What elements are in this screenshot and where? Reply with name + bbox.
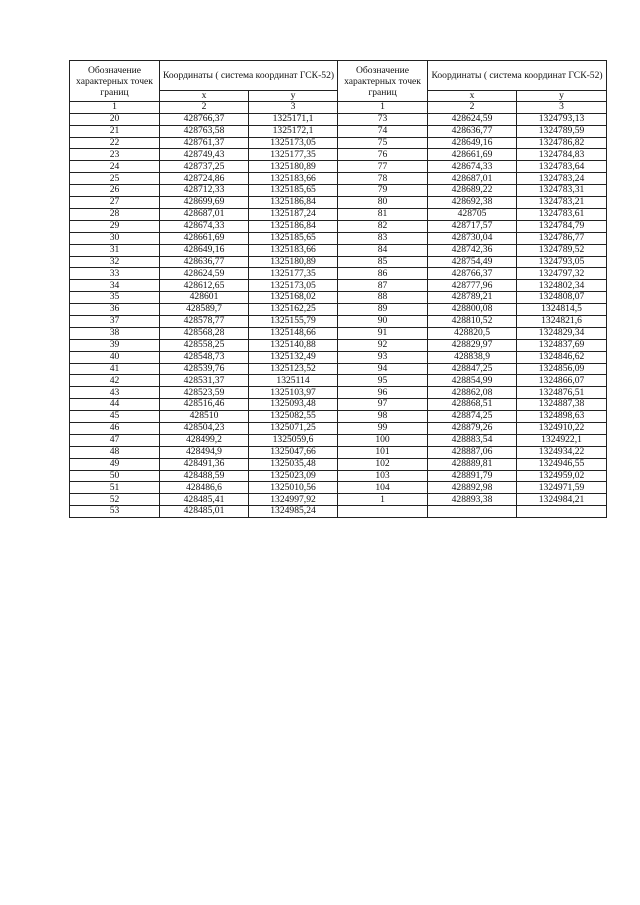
left-point-id: 39 bbox=[70, 339, 160, 351]
right-point-id: 88 bbox=[338, 292, 428, 304]
left-point-id: 30 bbox=[70, 232, 160, 244]
left-y-coordinate: 1325103,97 bbox=[249, 387, 338, 399]
left-x-coordinate: 428661,69 bbox=[160, 232, 249, 244]
right-point-id: 73 bbox=[338, 113, 428, 125]
left-point-id: 45 bbox=[70, 411, 160, 423]
right-y-coordinate: 1324784,83 bbox=[517, 149, 607, 161]
right-y-coordinate: 1324793,13 bbox=[517, 113, 607, 125]
right-x-coordinate: 428692,38 bbox=[428, 197, 517, 209]
column-number-3-right: 3 bbox=[517, 102, 607, 113]
right-y-coordinate: 1324934,22 bbox=[517, 446, 607, 458]
column-number-2-right: 2 bbox=[428, 102, 517, 113]
left-x-coordinate: 428761,37 bbox=[160, 137, 249, 149]
right-point-id: 1 bbox=[338, 494, 428, 506]
left-x-coordinate: 428674,33 bbox=[160, 220, 249, 232]
left-point-id: 34 bbox=[70, 280, 160, 292]
left-point-id: 22 bbox=[70, 137, 160, 149]
left-y-coordinate: 1325177,35 bbox=[249, 149, 338, 161]
right-y-coordinate: 1324971,59 bbox=[517, 482, 607, 494]
table-row bbox=[70, 292, 607, 304]
right-y-coordinate: 1324786,77 bbox=[517, 232, 607, 244]
right-x-coordinate: 428879,26 bbox=[428, 422, 517, 434]
right-point-id: 101 bbox=[338, 446, 428, 458]
left-point-id: 20 bbox=[70, 113, 160, 125]
right-x-coordinate: 428777,96 bbox=[428, 280, 517, 292]
right-x-coordinate: 428674,33 bbox=[428, 161, 517, 173]
left-y-coordinate: 1325140,88 bbox=[249, 339, 338, 351]
table-row bbox=[70, 244, 607, 256]
table-row bbox=[70, 482, 607, 494]
right-point-id: 97 bbox=[338, 399, 428, 411]
left-y-coordinate: 1325023,09 bbox=[249, 470, 338, 482]
right-point-id: 77 bbox=[338, 161, 428, 173]
left-point-id: 52 bbox=[70, 494, 160, 506]
right-x-coordinate: 428889,81 bbox=[428, 458, 517, 470]
table-row bbox=[70, 220, 607, 232]
right-y-coordinate: 1324898,63 bbox=[517, 411, 607, 423]
left-y-coordinate: 1325010,56 bbox=[249, 482, 338, 494]
left-x-coordinate: 428485,01 bbox=[160, 506, 249, 518]
left-x-coordinate: 428699,69 bbox=[160, 197, 249, 209]
left-x-coordinate: 428499,2 bbox=[160, 434, 249, 446]
table-row bbox=[70, 256, 607, 268]
left-y-coordinate: 1324997,92 bbox=[249, 494, 338, 506]
table-row bbox=[70, 161, 607, 173]
right-point-id: 99 bbox=[338, 422, 428, 434]
right-y-coordinate: 1324814,5 bbox=[517, 304, 607, 316]
table-row bbox=[70, 304, 607, 316]
left-y-coordinate: 1325059,6 bbox=[249, 434, 338, 446]
left-x-coordinate: 428531,37 bbox=[160, 375, 249, 387]
right-point-id: 80 bbox=[338, 197, 428, 209]
left-x-coordinate: 428601 bbox=[160, 292, 249, 304]
right-x-coordinate: 428868,51 bbox=[428, 399, 517, 411]
table-row bbox=[70, 387, 607, 399]
right-y-coordinate: 1324910,22 bbox=[517, 422, 607, 434]
table-row bbox=[70, 422, 607, 434]
right-y-coordinate: 1324802,34 bbox=[517, 280, 607, 292]
right-x-coordinate: 428838,9 bbox=[428, 351, 517, 363]
right-point-id: 81 bbox=[338, 208, 428, 220]
right-x-coordinate: 428624,59 bbox=[428, 113, 517, 125]
right-x-coordinate: 428766,37 bbox=[428, 268, 517, 280]
right-y-coordinate: 1324793,05 bbox=[517, 256, 607, 268]
right-y-coordinate: 1324784,79 bbox=[517, 220, 607, 232]
right-x-coordinate: 428874,25 bbox=[428, 411, 517, 423]
left-point-id: 23 bbox=[70, 149, 160, 161]
left-y-coordinate: 1325155,79 bbox=[249, 315, 338, 327]
right-x-coordinate: 428887,06 bbox=[428, 446, 517, 458]
header-y-left: y bbox=[249, 91, 338, 102]
left-x-coordinate: 428568,28 bbox=[160, 327, 249, 339]
left-point-id: 41 bbox=[70, 363, 160, 375]
left-x-coordinate: 428488,59 bbox=[160, 470, 249, 482]
left-y-coordinate: 1325123,52 bbox=[249, 363, 338, 375]
right-point-id: 85 bbox=[338, 256, 428, 268]
table-row bbox=[70, 506, 607, 518]
left-x-coordinate: 428578,77 bbox=[160, 315, 249, 327]
right-x-coordinate: 428893,38 bbox=[428, 494, 517, 506]
left-point-id: 40 bbox=[70, 351, 160, 363]
left-y-coordinate: 1325180,89 bbox=[249, 256, 338, 268]
left-x-coordinate: 428516,46 bbox=[160, 399, 249, 411]
left-x-coordinate: 428612,65 bbox=[160, 280, 249, 292]
left-x-coordinate: 428712,33 bbox=[160, 185, 249, 197]
header-coordinates-left: Координаты ( система координат ГСК-52) bbox=[160, 61, 338, 91]
left-x-coordinate: 428589,7 bbox=[160, 304, 249, 316]
right-y-coordinate: 1324808,07 bbox=[517, 292, 607, 304]
right-x-coordinate: 428810,52 bbox=[428, 315, 517, 327]
right-x-coordinate: 428800,08 bbox=[428, 304, 517, 316]
right-y-coordinate: 1324837,69 bbox=[517, 339, 607, 351]
right-y-coordinate: 1324789,52 bbox=[517, 244, 607, 256]
left-y-coordinate: 1324985,24 bbox=[249, 506, 338, 518]
right-y-coordinate: 1324783,61 bbox=[517, 208, 607, 220]
right-point-id: 76 bbox=[338, 149, 428, 161]
right-point-id: 74 bbox=[338, 125, 428, 137]
left-point-id: 37 bbox=[70, 315, 160, 327]
left-y-coordinate: 1325093,48 bbox=[249, 399, 338, 411]
left-y-coordinate: 1325187,24 bbox=[249, 208, 338, 220]
table-row bbox=[70, 351, 607, 363]
left-y-coordinate: 1325173,05 bbox=[249, 137, 338, 149]
left-y-coordinate: 1325171,1 bbox=[249, 113, 338, 125]
right-y-coordinate bbox=[517, 506, 607, 518]
table-row bbox=[70, 375, 607, 387]
column-number-1-left: 1 bbox=[70, 102, 160, 113]
table-row bbox=[70, 470, 607, 482]
right-point-id: 104 bbox=[338, 482, 428, 494]
left-y-coordinate: 1325148,66 bbox=[249, 327, 338, 339]
right-x-coordinate: 428789,21 bbox=[428, 292, 517, 304]
right-y-coordinate: 1324984,21 bbox=[517, 494, 607, 506]
right-point-id: 102 bbox=[338, 458, 428, 470]
left-point-id: 25 bbox=[70, 173, 160, 185]
right-x-coordinate: 428636,77 bbox=[428, 125, 517, 137]
table-row bbox=[70, 232, 607, 244]
right-x-coordinate: 428649,16 bbox=[428, 137, 517, 149]
header-designation-left: Обозначение характерных точек границ bbox=[70, 61, 160, 102]
table-row bbox=[70, 113, 607, 125]
right-point-id: 75 bbox=[338, 137, 428, 149]
right-y-coordinate: 1324783,31 bbox=[517, 185, 607, 197]
right-y-coordinate: 1324876,51 bbox=[517, 387, 607, 399]
table-row bbox=[70, 446, 607, 458]
left-point-id: 31 bbox=[70, 244, 160, 256]
left-y-coordinate: 1325186,84 bbox=[249, 220, 338, 232]
left-x-coordinate: 428749,43 bbox=[160, 149, 249, 161]
left-x-coordinate: 428486,6 bbox=[160, 482, 249, 494]
left-point-id: 24 bbox=[70, 161, 160, 173]
header-designation-right: Обозначение характерных точек границ bbox=[338, 61, 428, 102]
right-y-coordinate: 1324829,34 bbox=[517, 327, 607, 339]
header-x-right: x bbox=[428, 91, 517, 102]
left-point-id: 32 bbox=[70, 256, 160, 268]
left-point-id: 49 bbox=[70, 458, 160, 470]
left-y-coordinate: 1325162,25 bbox=[249, 304, 338, 316]
left-y-coordinate: 1325173,05 bbox=[249, 280, 338, 292]
right-x-coordinate: 428820,5 bbox=[428, 327, 517, 339]
left-x-coordinate: 428523,59 bbox=[160, 387, 249, 399]
right-point-id: 84 bbox=[338, 244, 428, 256]
left-x-coordinate: 428558,25 bbox=[160, 339, 249, 351]
left-point-id: 35 bbox=[70, 292, 160, 304]
left-point-id: 51 bbox=[70, 482, 160, 494]
left-point-id: 46 bbox=[70, 422, 160, 434]
right-y-coordinate: 1324783,64 bbox=[517, 161, 607, 173]
right-point-id: 91 bbox=[338, 327, 428, 339]
right-y-coordinate: 1324783,24 bbox=[517, 173, 607, 185]
left-point-id: 28 bbox=[70, 208, 160, 220]
right-point-id: 82 bbox=[338, 220, 428, 232]
right-y-coordinate: 1324797,32 bbox=[517, 268, 607, 280]
right-y-coordinate: 1324959,02 bbox=[517, 470, 607, 482]
left-y-coordinate: 1325180,89 bbox=[249, 161, 338, 173]
right-x-coordinate: 428705 bbox=[428, 208, 517, 220]
left-x-coordinate: 428539,76 bbox=[160, 363, 249, 375]
left-x-coordinate: 428548,73 bbox=[160, 351, 249, 363]
left-x-coordinate: 428766,37 bbox=[160, 113, 249, 125]
left-x-coordinate: 428624,59 bbox=[160, 268, 249, 280]
right-y-coordinate: 1324887,38 bbox=[517, 399, 607, 411]
left-point-id: 44 bbox=[70, 399, 160, 411]
right-x-coordinate: 428883,54 bbox=[428, 434, 517, 446]
right-y-coordinate: 1324946,55 bbox=[517, 458, 607, 470]
left-y-coordinate: 1325082,55 bbox=[249, 411, 338, 423]
right-point-id: 103 bbox=[338, 470, 428, 482]
left-y-coordinate: 1325132,49 bbox=[249, 351, 338, 363]
right-x-coordinate: 428854,99 bbox=[428, 375, 517, 387]
right-point-id: 96 bbox=[338, 387, 428, 399]
right-x-coordinate: 428730,04 bbox=[428, 232, 517, 244]
right-x-coordinate: 428687,01 bbox=[428, 173, 517, 185]
right-y-coordinate: 1324866,07 bbox=[517, 375, 607, 387]
table-row bbox=[70, 458, 607, 470]
right-point-id: 93 bbox=[338, 351, 428, 363]
right-point-id: 78 bbox=[338, 173, 428, 185]
left-point-id: 21 bbox=[70, 125, 160, 137]
table-row bbox=[70, 434, 607, 446]
right-y-coordinate: 1324789,59 bbox=[517, 125, 607, 137]
right-point-id: 100 bbox=[338, 434, 428, 446]
right-x-coordinate: 428829,97 bbox=[428, 339, 517, 351]
table-row bbox=[70, 363, 607, 375]
right-x-coordinate: 428891,79 bbox=[428, 470, 517, 482]
left-y-coordinate: 1325047,66 bbox=[249, 446, 338, 458]
table-row bbox=[70, 411, 607, 423]
right-y-coordinate: 1324821,6 bbox=[517, 315, 607, 327]
header-y-right: y bbox=[517, 91, 607, 102]
left-x-coordinate: 428724,86 bbox=[160, 173, 249, 185]
table-row bbox=[70, 268, 607, 280]
left-x-coordinate: 428494,9 bbox=[160, 446, 249, 458]
table-row bbox=[70, 399, 607, 411]
left-y-coordinate: 1325035,48 bbox=[249, 458, 338, 470]
right-point-id: 92 bbox=[338, 339, 428, 351]
right-y-coordinate: 1324846,62 bbox=[517, 351, 607, 363]
right-x-coordinate: 428717,57 bbox=[428, 220, 517, 232]
table-row bbox=[70, 173, 607, 185]
left-x-coordinate: 428687,01 bbox=[160, 208, 249, 220]
left-point-id: 38 bbox=[70, 327, 160, 339]
table-row bbox=[70, 137, 607, 149]
left-x-coordinate: 428491,36 bbox=[160, 458, 249, 470]
table-row bbox=[70, 280, 607, 292]
right-point-id: 90 bbox=[338, 315, 428, 327]
left-y-coordinate: 1325168,02 bbox=[249, 292, 338, 304]
left-point-id: 48 bbox=[70, 446, 160, 458]
left-y-coordinate: 1325183,66 bbox=[249, 244, 338, 256]
left-point-id: 42 bbox=[70, 375, 160, 387]
right-point-id: 79 bbox=[338, 185, 428, 197]
header-coordinates-right: Координаты ( система координат ГСК-52) bbox=[428, 61, 607, 91]
table-row bbox=[70, 327, 607, 339]
left-point-id: 27 bbox=[70, 197, 160, 209]
right-y-coordinate: 1324783,21 bbox=[517, 197, 607, 209]
left-x-coordinate: 428636,77 bbox=[160, 256, 249, 268]
left-point-id: 26 bbox=[70, 185, 160, 197]
right-x-coordinate: 428689,22 bbox=[428, 185, 517, 197]
table-row bbox=[70, 125, 607, 137]
right-point-id: 94 bbox=[338, 363, 428, 375]
column-number-3-left: 3 bbox=[249, 102, 338, 113]
table-row bbox=[70, 197, 607, 209]
table-row bbox=[70, 339, 607, 351]
coordinates-table bbox=[69, 60, 607, 518]
right-x-coordinate: 428862,08 bbox=[428, 387, 517, 399]
left-x-coordinate: 428504,23 bbox=[160, 422, 249, 434]
right-point-id: 98 bbox=[338, 411, 428, 423]
right-x-coordinate: 428754,49 bbox=[428, 256, 517, 268]
header-x-left: x bbox=[160, 91, 249, 102]
table-row bbox=[70, 149, 607, 161]
left-x-coordinate: 428510 bbox=[160, 411, 249, 423]
column-number-2-left: 2 bbox=[160, 102, 249, 113]
left-y-coordinate: 1325114 bbox=[249, 375, 338, 387]
left-y-coordinate: 1325185,65 bbox=[249, 232, 338, 244]
right-x-coordinate bbox=[428, 506, 517, 518]
table-row bbox=[70, 185, 607, 197]
right-x-coordinate: 428892,98 bbox=[428, 482, 517, 494]
table-row bbox=[70, 208, 607, 220]
left-point-id: 43 bbox=[70, 387, 160, 399]
left-y-coordinate: 1325186,84 bbox=[249, 197, 338, 209]
left-point-id: 53 bbox=[70, 506, 160, 518]
left-point-id: 36 bbox=[70, 304, 160, 316]
left-x-coordinate: 428763,58 bbox=[160, 125, 249, 137]
right-point-id: 83 bbox=[338, 232, 428, 244]
right-point-id: 87 bbox=[338, 280, 428, 292]
right-x-coordinate: 428742,36 bbox=[428, 244, 517, 256]
right-y-coordinate: 1324856,09 bbox=[517, 363, 607, 375]
table-body bbox=[70, 113, 607, 517]
right-y-coordinate: 1324922,1 bbox=[517, 434, 607, 446]
left-point-id: 50 bbox=[70, 470, 160, 482]
right-point-id: 86 bbox=[338, 268, 428, 280]
left-y-coordinate: 1325185,65 bbox=[249, 185, 338, 197]
left-x-coordinate: 428649,16 bbox=[160, 244, 249, 256]
table-row bbox=[70, 494, 607, 506]
table-row bbox=[70, 315, 607, 327]
left-y-coordinate: 1325172,1 bbox=[249, 125, 338, 137]
left-y-coordinate: 1325071,25 bbox=[249, 422, 338, 434]
left-x-coordinate: 428737,25 bbox=[160, 161, 249, 173]
right-x-coordinate: 428661,69 bbox=[428, 149, 517, 161]
right-point-id: 95 bbox=[338, 375, 428, 387]
left-point-id: 33 bbox=[70, 268, 160, 280]
right-point-id bbox=[338, 506, 428, 518]
right-y-coordinate: 1324786,82 bbox=[517, 137, 607, 149]
left-point-id: 47 bbox=[70, 434, 160, 446]
left-point-id: 29 bbox=[70, 220, 160, 232]
right-x-coordinate: 428847,25 bbox=[428, 363, 517, 375]
column-number-1-right: 1 bbox=[338, 102, 428, 113]
left-x-coordinate: 428485,41 bbox=[160, 494, 249, 506]
right-point-id: 89 bbox=[338, 304, 428, 316]
left-y-coordinate: 1325177,35 bbox=[249, 268, 338, 280]
left-y-coordinate: 1325183,66 bbox=[249, 173, 338, 185]
